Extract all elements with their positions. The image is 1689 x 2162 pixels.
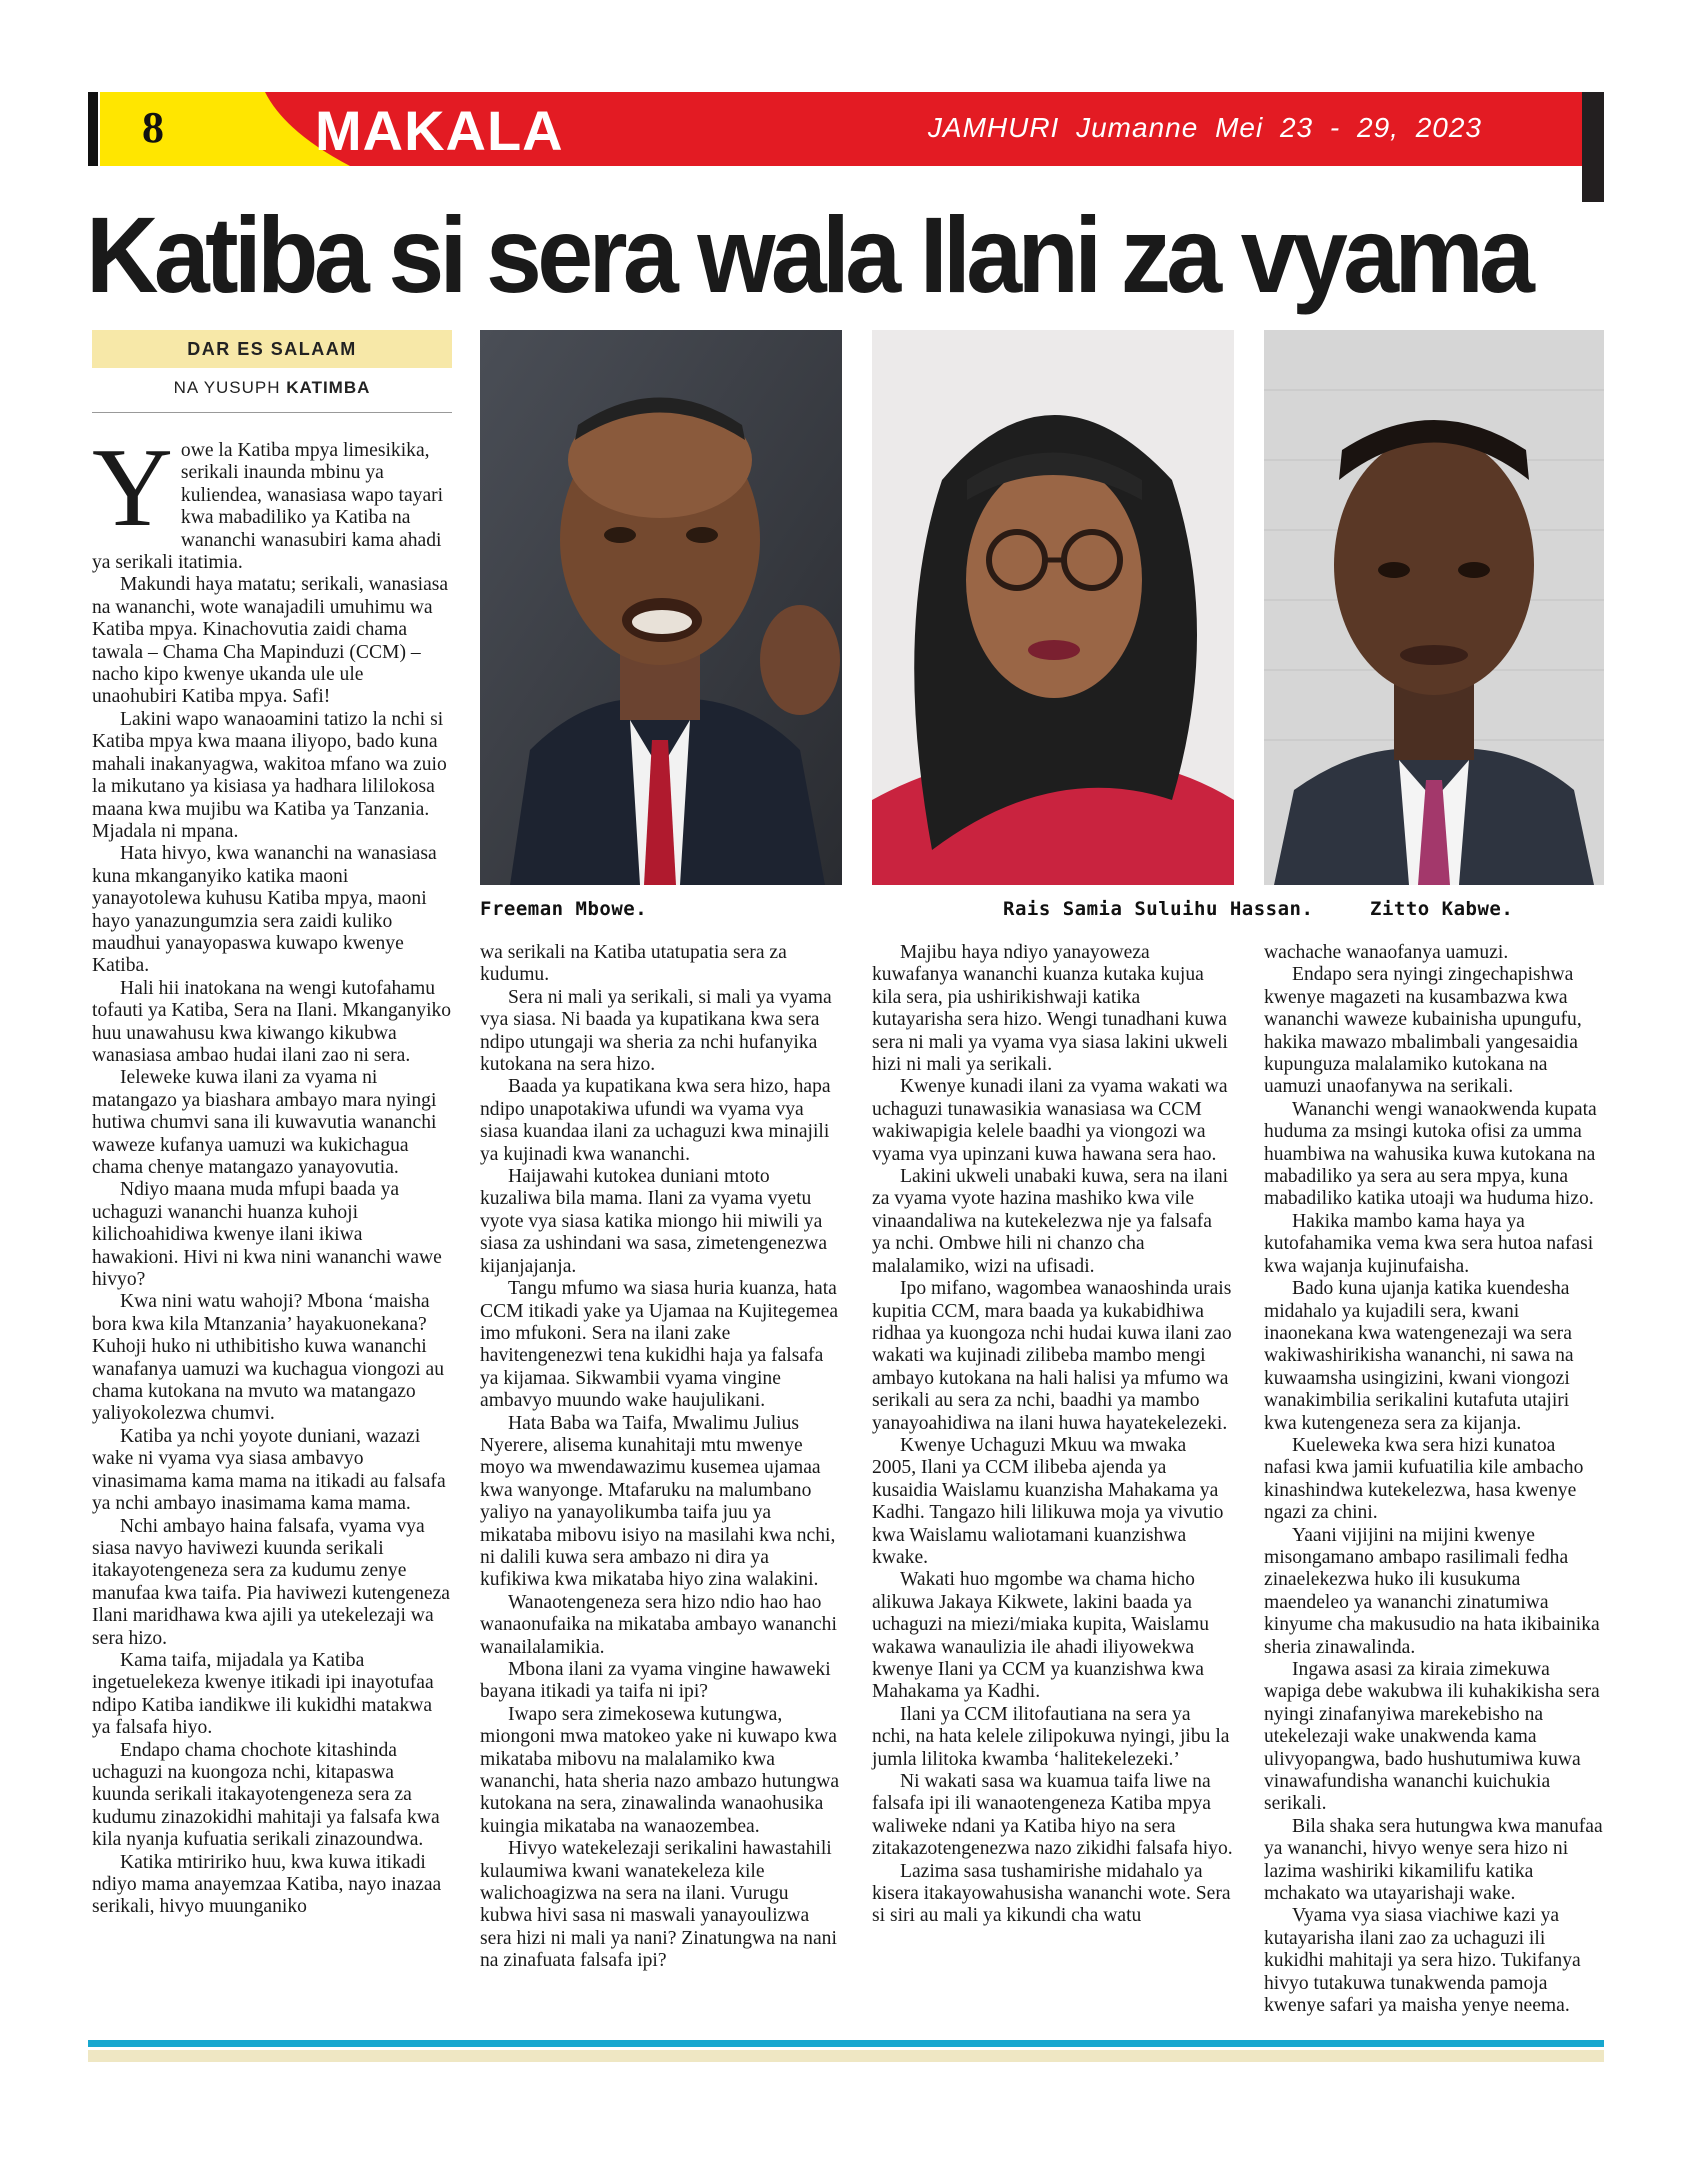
article-paragraph: Kwa nini watu wahoji? Mbona ‘maisha bora kwa kila Mtanzania’ hayakuonekana? Kuhoji huko ni uthibitisho kuwa wananchi wanafanya uamuzi wa kuchagua viongozi au chama kutokana na mvuto wa matangazo yaliyokolezwa chumvi. [92, 1291, 444, 1425]
article-column-3 [872, 942, 1234, 1928]
article-paragraph: Hali hii inatokana na wengi kutofahamu tofauti ya Katiba, Sera na Ilani. Mkanganyiko huu unawahusu kwa kiwango kikubwa wanasiasa ambao hudai ilani zao ni sera. [92, 977, 452, 1066]
article-paragraph: Wananchi wengi wanaokwenda kupata huduma za msingi kutoka ofisi za umma huambiwa na wahusika kuwa kutokana na mabadiliko ya sera au sera mpya, kuna mabadiliko katika utoaji wa huduma hizo. [1264, 1098, 1597, 1210]
article-paragraph: Hata Baba wa Taifa, Mwalimu Julius Nyerere, alisema kunahitaji mtu mwenye moyo wa mwendawazimu kusemea ujamaa kwa wanyonge. Mtafaruku na malumbano yaliyo na yanayolikumba taifa juu ya mikataba mibovu isiyo na masilahi kwa nchi, ni dalili kuwa sera ambazo ni dira ya kufikiwa kwa mikataba hiyo zina walakini. [480, 1412, 836, 1591]
article-paragraph: Bado kuna ujanja katika kuendesha midahalo ya kujadili sera, kwani inaonekana kwa watengenezaji wa sera wakiwashirikisha wananchi, ni sawa na kuwaamsha usingizini, kwani viongozi wanakimbilia serikalini kutafuta utajiri kwa kutengeneza sera za kijanja. [1264, 1278, 1574, 1434]
article-paragraph: Kwenye kunadi ilani za vyama wakati wa uchaguzi tunawasikia wanasiasa wa CCM wakiwapigia kelele baadhi ya viongozi wa vyama vya upinzani kuwa hawana sera hao. [872, 1076, 1228, 1165]
article-paragraph: Ilani ya CCM ilitofautiana na sera ya nchi, na hata kelele zilipokuwa nyingi, jibu la jumla lilitoka kwamba ‘halitekelezeki.’ [872, 1703, 1230, 1770]
article-paragraph: Makundi haya matatu; serikali, wanasiasa na wananchi, wote wanajadili umuhimu wa Katiba mpya. Kinachovutia zaidi chama tawala – Chama Cha Mapinduzi (CCM) – nacho kipo kwenye ukanda ule ule unaohubiri Katiba mpya. Safi! [92, 574, 449, 708]
caption-samia: Rais Samia Suluihu Hassan. [1003, 898, 1314, 920]
article-paragraph: Katiba ya nchi yoyote duniani, wazazi wake ni vyama vya siasa ambavyo vinasimama kama mama na itikadi au falsafa ya nchi ambayo inasimama kama mama. [92, 1425, 446, 1515]
header-band [100, 92, 1582, 166]
article-column-1 [92, 426, 452, 1919]
article-paragraph: Tangu mfumo wa siasa huria kuanza, hata CCM itikadi yake ya Ujamaa na Kujitegemea imo mfukoni. Sera na ilani zake havitengenezwi tena kukidhi haja ya falsafa ya kijamaa. Sikwambii vyama vingine ambavyo muundo wake haujulikani. [480, 1278, 839, 1412]
section-title: MAKALA [315, 99, 564, 162]
article-column-4 [1264, 942, 1604, 2018]
photo-zitto [1264, 330, 1604, 885]
article-paragraph: Mbona ilani za vyama vingine hawaweki bayana itikadi ya taifa ni ipi? [480, 1659, 831, 1703]
article-paragraph: Bila shaka sera hutungwa kwa manufaa ya wananchi, hivyo wenye sera hizo ni lazima washiriki kikamilifu katika mchakato wa utayarishaji wake. [1264, 1815, 1603, 1905]
byline-surname: KATIMBA [286, 378, 371, 397]
headline: Katiba si sera wala Ilani za vyama [86, 194, 1531, 315]
lead-text: owe la Katiba mpya limesikika, serikali inaunda mbinu ya kuliendea, wanasiasa wapo tayari kwa mabadiliko ya Katiba na wananchi wanasubiri kama ahadi ya serikali itatimia. [92, 440, 444, 574]
article-paragraph: Lakini wapo wanaoamini tatizo la nchi si Katiba mpya kwa maana iliyopo, bado kuna mahali inakanyagwa, wakitoa mfano wa zuio la mikutano ya kisiasa ya hadhara lililokosa maana kwa mujibu wa Katiba ya Tanzania. Mjadala ni mpana. [92, 708, 447, 842]
article-paragraph: Hata hivyo, kwa wananchi na wanasiasa kuna mkanganyiko katika maoni yanayotolewa kuhusu Katiba mpya, maoni hayo yanazungumzia sera zaidi kuliko maudhui yanayopaswa kuwapo kwenye Katiba. [92, 843, 437, 977]
footer-rule-blue [88, 2040, 1604, 2047]
byline-divider [92, 412, 452, 413]
caption-mbowe: Freeman Mbowe. [480, 898, 648, 920]
article-paragraph: Nchi ambayo haina falsafa, vyama vya siasa navyo haviwezi kuunda serikali itakayotengeneza sera za kudumu zenye manufaa kwa taifa. Pia haviwezi kutengeneza Ilani maridhawa kwa ajili ya utekelezaji wa sera hizo. [92, 1515, 450, 1649]
article-paragraph: wachache wanaofanya uamuzi. [1264, 942, 1509, 963]
drop-cap: Y [92, 426, 173, 550]
article-paragraph: Haijawahi kutokea duniani mtoto kuzaliwa bila mama. Ilani za vyama vyetu vyote vya siasa katika miongo hii miwili ya siasa za ushindani wa sasa, zimetengenezwa kijanjajanja. [480, 1166, 828, 1277]
article-paragraph: Endapo chama chochote kitashinda uchaguzi na kuongoza nchi, kitapaswa kuunda serikali itakayotengeneza sera za kudumu zinazokidhi mahitaji ya falsafa kwa kila nyanja kufuatia serikali zinazoundwa. [92, 1739, 440, 1851]
page-number: 8 [142, 103, 164, 152]
article-paragraph: Majibu haya ndiyo yanayoweza kuwafanya wananchi kuanza kutaka kujua kila sera, pia ushirikishwaji katika kutayarisha sera hizo. Wengi tunadhani kuwa sera ni mali ya vyama vya siasa lakini ukweli hizi ni mali ya serikali. [872, 942, 1228, 1076]
photo-mbowe [480, 330, 842, 885]
article-paragraph: Ipo mifano, wagombea wanaoshinda urais kupitia CCM, mara baada ya kukabidhiwa ridhaa ya kuongoza nchi hudai kuwa ilani zao wakati wa kujinadi zilibeba mambo mengi ambayo kutokana na hali halisi ya mfumo wa serikali au sera za nchi, baadhi ya mambo yanayoahidiwa na ilani huwa hayatekelezeki. [872, 1278, 1232, 1434]
article-paragraph: Iwapo sera zimekosewa kutungwa, miongoni mwa matokeo yake ni kuwapo kwa mikataba mibovu na malalamiko kwa wananchi, hata sheria nazo ambazo hutungwa kutokana na sera, zinawalinda wanaohusika kuingia mikataba na wanaozembea. [480, 1703, 840, 1837]
article-paragraph: Lazima sasa tushamirishe midahalo ya kisera itakayowahusisha wananchi wote. Sera si siri au mali ya kikundi cha watu [872, 1860, 1231, 1927]
article-paragraph: Kwenye Uchaguzi Mkuu wa mwaka 2005, Ilani ya CCM ilibeba ajenda ya kusaidia Waislamu kuanzisha Mahakama ya Kadhi. Tangazo hili lilikuwa moja ya vivutio kwa Waislamu waliotamani kuanzishwa kwake. [872, 1434, 1224, 1568]
article-paragraph: Ndiyo maana muda mfupi baada ya uchaguzi wananchi huanza kuhoji kilichoahidiwa kwenye ilani ikiwa hawakioni. Hivi ni kwa nini wananchi wawe hivyo? [92, 1179, 442, 1291]
article-paragraph: Baada ya kupatikana kwa sera hizo, hapa ndipo unapotakiwa ufundi wa vyama vya siasa kuandaa ilani za uchaguzi kwa minajili ya kujinadi kwa wananchi. [480, 1076, 831, 1165]
footer-rule-cream [88, 2050, 1604, 2062]
article-paragraph: Yaani vijijini na mijini kwenye misongamano ambapo rasilimali fedha zinaelekezwa huko ili kusukuma maendeleo ya wananchi zinatumiwa kinyume cha makusudio na hata ikibainika sheria zinawalinda. [1264, 1524, 1600, 1658]
article-paragraph: Vyama vya siasa viachiwe kazi ya kutayarisha ilani zao za uchaguzi ili kukidhi mahitaji ya sera hizo. Tukifanya hivyo tutakuwa tunakwenda pamoja kwenye safari ya maisha yenye neema. [1264, 1905, 1581, 2017]
header-right-rule [1582, 92, 1604, 202]
article-paragraph: Ni wakati sasa wa kuamua taifa liwe na falsafa ipi ili wanaotengeneza Katiba mpya waliweke ndani ya Katiba hiyo na sera zitakazotengenezwa nazo zikidhi falsafa hiyo. [872, 1771, 1233, 1860]
article-paragraph [92, 426, 452, 574]
article-paragraph: Lakini ukweli unabaki kuwa, sera na ilani za vyama vyote hazina mashiko kwa vile vinaandaliwa na kutekelezwa nje ya falsafa ya nchi. Ombwe hili ni chanzo cha malalamiko, wizi na ufisadi. [872, 1166, 1229, 1277]
article-paragraph: Sera ni mali ya serikali, si mali ya vyama vya siasa. Ni baada ya kupatikana kwa sera ndipo utungaji wa sheria za nchi hufanyika kutokana na sera hizo. [480, 986, 832, 1076]
article-column-2 [480, 942, 842, 1973]
article-paragraph: Endapo sera nyingi zingechapishwa kwenye magazeti na kusambazwa kwa wananchi waweze kubainisha upungufu, hakika mawazo mbalimbali yangesaidia kupunguza malalamiko kutokana na uamuzi unaofanywa na serikali. [1264, 964, 1582, 1098]
article-paragraph: Kama taifa, mijadala ya Katiba ingetuelekeza kwenye itikadi ipi inayotufaa ndipo Katiba iandikwe ili kukidhi matakwa ya falsafa hiyo. [92, 1649, 434, 1739]
article-paragraph: Hakika mambo kama haya ya kutofahamika vema kwa sera hutoa nafasi kwa wajanja kujinufaisha. [1264, 1210, 1594, 1277]
article-paragraph: Ingawa asasi za kiraia zimekuwa wapiga debe wakubwa ili kuhakikisha sera nyingi zinafanyiwa marekebisho na utekelezaji wake unakwenda kama ulivyopangwa, bado hushutumiwa kuwa vinawafundisha wananchi kuichukia serikali. [1264, 1659, 1600, 1815]
article-paragraph: Wanaotengeneza sera hizo ndio hao hao wanaonufaika na mikataba ambayo wananchi wanailalamikia. [480, 1591, 837, 1658]
article-paragraph: Kueleweka kwa sera hizi kunatoa nafasi kwa jamii kufuatilia kile ambacho kinashindwa kutekelezwa, hasa kwenye ngazi za chini. [1264, 1434, 1584, 1524]
byline-prefix: NA YUSUPH [173, 378, 281, 397]
dateline: DAR ES SALAAM [92, 330, 452, 368]
caption-zitto: Zitto Kabwe. [1370, 898, 1514, 920]
photo-samia [872, 330, 1234, 885]
issue-info: JAMHURI Jumanne Mei 23 - 29, 2023 [927, 112, 1482, 143]
article-paragraph: wa serikali na Katiba utatupatia sera za kudumu. [480, 942, 787, 986]
article-paragraph: Wakati huo mgombe wa chama hicho alikuwa Jakaya Kikwete, lakini baada ya uchaguzi na miezi/miaka kupita, Waislamu wakawa wanaulizia ile ahadi iliyowekwa kwenye Ilani ya CCM ya kuanzishwa kwa Mahakama ya Kadhi. [872, 1569, 1210, 1703]
article-paragraph: Katika mtiririko huu, kwa kuwa itikadi ndiyo mama anayemzaa Katiba, nayo inazaa serikali, hivyo muunganiko [92, 1851, 442, 1918]
article-paragraph: Hivyo watekelezaji serikalini hawastahili kulaumiwa kwani wanatekeleza kile walichoagizwa na sera na ilani. Vurugu kubwa hivi sasa ni maswali yanayoulizwa sera hizi ni mali ya nani? Zinatungwa na nani na zinafuata falsafa ipi? [480, 1838, 837, 1972]
byline [92, 378, 452, 398]
article-paragraph: Ieleweke kuwa ilani za vyama ni matangazo ya biashara ambayo mara nyingi hutiwa chumvi sana ili kuwavutia wananchi waweze kufanya uamuzi wa kukichagua chama chenye matangazo yanayovutia. [92, 1067, 437, 1178]
header-left-rule [88, 92, 98, 166]
